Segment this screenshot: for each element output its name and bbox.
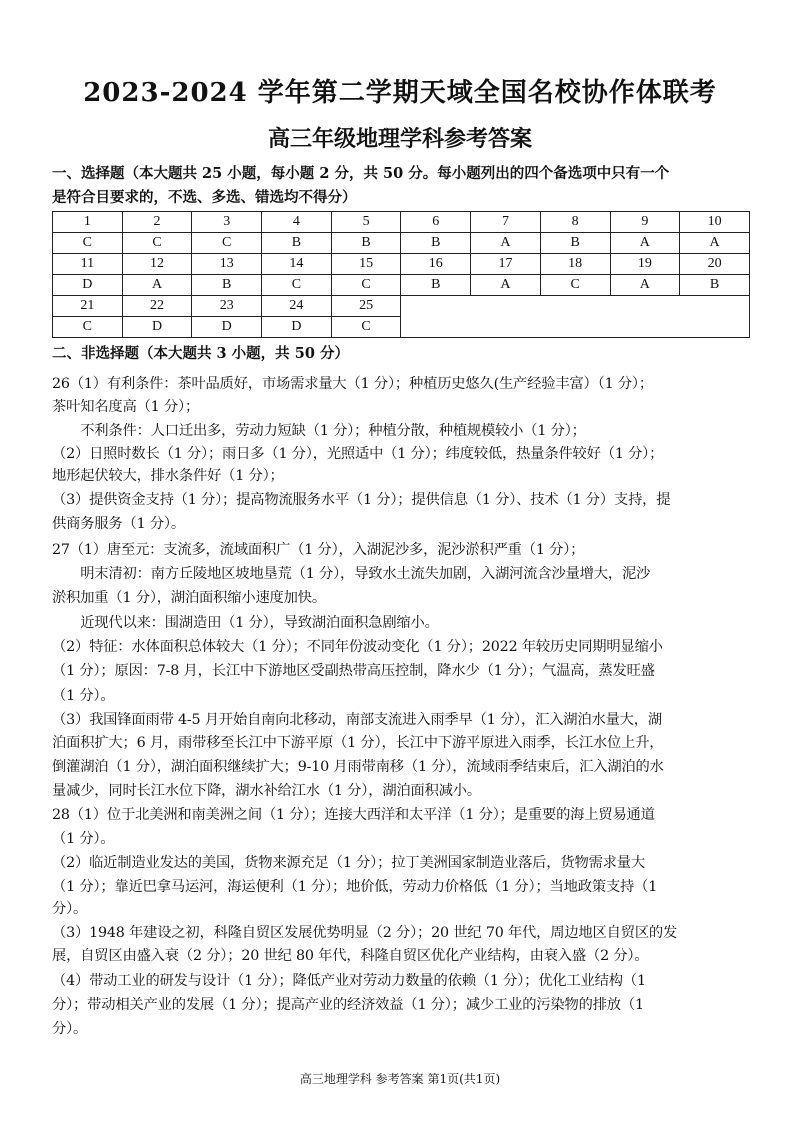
answer-line: 茶叶知名度高（1 分）； [52, 399, 200, 415]
answer-line: 展，自贸区由盛入衰（2 分）；20 世纪 80 年代，科隆自贸区优化产业结构，由衰入盛（2 分）。 [52, 948, 649, 964]
question-number-cell: 11 [53, 254, 123, 275]
answer-line: （2）临近制造业发达的美国，货物来源充足（1 分）；拉丁美洲国家制造业落后，货物需求量大 [52, 855, 645, 871]
answer-cell: A [610, 275, 680, 296]
question-number-cell: 15 [331, 254, 401, 275]
question-number-cell: 12 [122, 254, 192, 275]
answer-cell: C [53, 233, 123, 254]
empty-cell [401, 296, 750, 338]
answer-cell: B [262, 233, 332, 254]
question-number-cell: 8 [540, 212, 610, 233]
answer-cell: C [331, 275, 401, 296]
section1-heading [52, 162, 752, 210]
answer-cell: D [122, 317, 192, 338]
page-subtitle: 高三年级地理学科参考答案 [267, 126, 532, 152]
question-number-cell: 21 [53, 296, 123, 317]
answer-row [53, 275, 750, 296]
answer-cell: D [262, 317, 332, 338]
answer-line: （2）特征：水体面积总体较大（1 分）；不同年份波动变化（1 分）；2022 年较历史同期明显缩小 [52, 639, 663, 655]
question-number-row [53, 296, 750, 317]
answer-cell: C [540, 275, 610, 296]
answer-line: （1 分）。 [52, 831, 115, 847]
answer-line: 明末清初：南方丘陵地区坡地垦荒（1 分），导致水土流失加剧，入湖河流含沙量增大，泥沙 [52, 566, 651, 582]
question-number-cell: 17 [471, 254, 541, 275]
answer-line: 地形起伏较大，排水条件好（1 分）； [52, 468, 284, 484]
answer-line: 不利条件：人口迁出多，劳动力短缺（1 分）；种植分散，种植规模较小（1 分）； [52, 423, 586, 439]
question-number-cell: 3 [192, 212, 262, 233]
answer-line: 27（1）唐至元：支流多，流域面积广（1 分），入湖泥沙多，泥沙淤积严重（1 分）； [52, 542, 585, 558]
answer-cell: B [540, 233, 610, 254]
question-number-cell: 23 [192, 296, 262, 317]
answer-cell: A [680, 233, 750, 254]
question-number-cell: 14 [262, 254, 332, 275]
question-number-cell: 16 [401, 254, 471, 275]
answer-cell: D [192, 317, 262, 338]
question-number-cell: 19 [610, 254, 680, 275]
question-number-cell: 13 [192, 254, 262, 275]
section1-heading-line: 是符合目要求的，不选、多选、错选均不得分） [52, 189, 357, 206]
answer-line: 分）；带动相关产业的发展（1 分）；提高产业的经济效益（1 分）；减少工业的污染物的排放（1 [52, 997, 644, 1013]
answer-row [53, 233, 750, 254]
question-number-cell: 18 [540, 254, 610, 275]
answer-cell: C [53, 317, 123, 338]
answer-line: （2）日照时数长（1 分）；雨日多（1 分），光照适中（1 分）；纬度较低，热量条件较好（1 分）； [52, 446, 664, 462]
section1-heading-line: 一、选择题（本大题共 25 小题，每小题 2 分，共 50 分。每小题列出的四个备选项中只有一个 [52, 165, 670, 182]
page-title: 2023-2024 学年第二学期天域全国名校协作体联考 [83, 78, 717, 108]
question-number-row [53, 254, 750, 275]
answer-line: （3）我国锋面雨带 4-5 月开始自南向北移动，南部支流进入雨季早（1 分），汇入湖泊水量大，湖 [52, 712, 662, 728]
answer-line: 淤积加重（1 分），湖泊面积缩小速度加快。 [52, 590, 326, 606]
answer-line: （1 分）；原因：7-8 月，长江中下游地区受副热带高压控制，降水少（1 分）；气温高，蒸发旺盛 [52, 663, 655, 679]
answer-cell: A [471, 275, 541, 296]
page-footer: 高三地理学科 参考答案 第1页(共1页) [299, 1072, 501, 1086]
answer-cell: B [401, 275, 471, 296]
question-number-cell: 10 [680, 212, 750, 233]
answer-cell: C [192, 233, 262, 254]
answer-line: 26（1）有利条件：茶叶品质好，市场需求量大（1 分）；种植历史悠久(生产经验丰富）（1 分）； [52, 376, 653, 392]
answer-line: 泊面积扩大；6 月，雨带移至长江中下游平原（1 分），长江中下游平原进入雨季，长江水位上升， [52, 735, 664, 751]
question-number-cell: 5 [331, 212, 401, 233]
answer-cell: B [680, 275, 750, 296]
answer-cell: B [192, 275, 262, 296]
question-number-cell: 4 [262, 212, 332, 233]
answer-cell: C [122, 233, 192, 254]
question-number-cell: 24 [262, 296, 332, 317]
answer-line: 分）。 [52, 901, 88, 917]
answer-cell: A [471, 233, 541, 254]
answer-cell: D [53, 275, 123, 296]
answer-line: （4）带动工业的研发与设计（1 分）；降低产业对劳动力数量的依赖（1 分）；优化工业结构（1 [52, 973, 646, 989]
answer-line: 倒灌湖泊（1 分），湖泊面积继续扩大；9-10 月雨带南移（1 分），流域雨季结束后，汇入湖泊的水 [52, 759, 664, 775]
answer-line: （3）1948 年建设之初，科隆自贸区发展优势明显（2 分）；20 世纪 70 年代，周边地区自贸区的发 [52, 925, 678, 941]
question-number-cell: 9 [610, 212, 680, 233]
question-number-cell: 1 [53, 212, 123, 233]
answer-line: 28（1）位于北美洲和南美洲之间（1 分）；连接大西洋和太平洋（1 分）；是重要的海上贸易通道 [52, 807, 655, 823]
answer-line: 分）。 [52, 1021, 88, 1037]
answer-line: （1 分）；靠近巴拿马运河，海运便利（1 分）；地价低，劳动力价格低（1 分）；当地政策支持（1 [52, 879, 658, 895]
question-number-cell: 25 [331, 296, 401, 317]
answer-line: 供商务服务（1 分）。 [52, 516, 185, 532]
answer-cell: C [262, 275, 332, 296]
answer-cell: C [331, 317, 401, 338]
question-number-cell: 20 [680, 254, 750, 275]
question-number-cell: 6 [401, 212, 471, 233]
answer-line: （1 分）。 [52, 688, 115, 704]
answer-line: （3）提供资金支持（1 分）；提高物流服务水平（1 分）；提供信息（1 分）、技术（1 分）支持，提 [52, 492, 671, 508]
section2-heading: 二、非选择题（本大题共 3 小题，共 50 分） [52, 345, 349, 362]
question-number-cell: 22 [122, 296, 192, 317]
answer-cell: A [610, 233, 680, 254]
question-number-cell: 7 [471, 212, 541, 233]
answer-line: 近现代以来：围湖造田（1 分），导致湖泊面积急剧缩小。 [52, 615, 439, 631]
answer-line: 量减少，同时长江水位下降，湖水补给江水（1 分），湖泊面积减小。 [52, 783, 481, 799]
question-number-row [53, 212, 750, 233]
answer-table [52, 211, 750, 338]
question-number-cell: 2 [122, 212, 192, 233]
answer-cell: B [401, 233, 471, 254]
answer-cell: B [331, 233, 401, 254]
answer-cell: A [122, 275, 192, 296]
